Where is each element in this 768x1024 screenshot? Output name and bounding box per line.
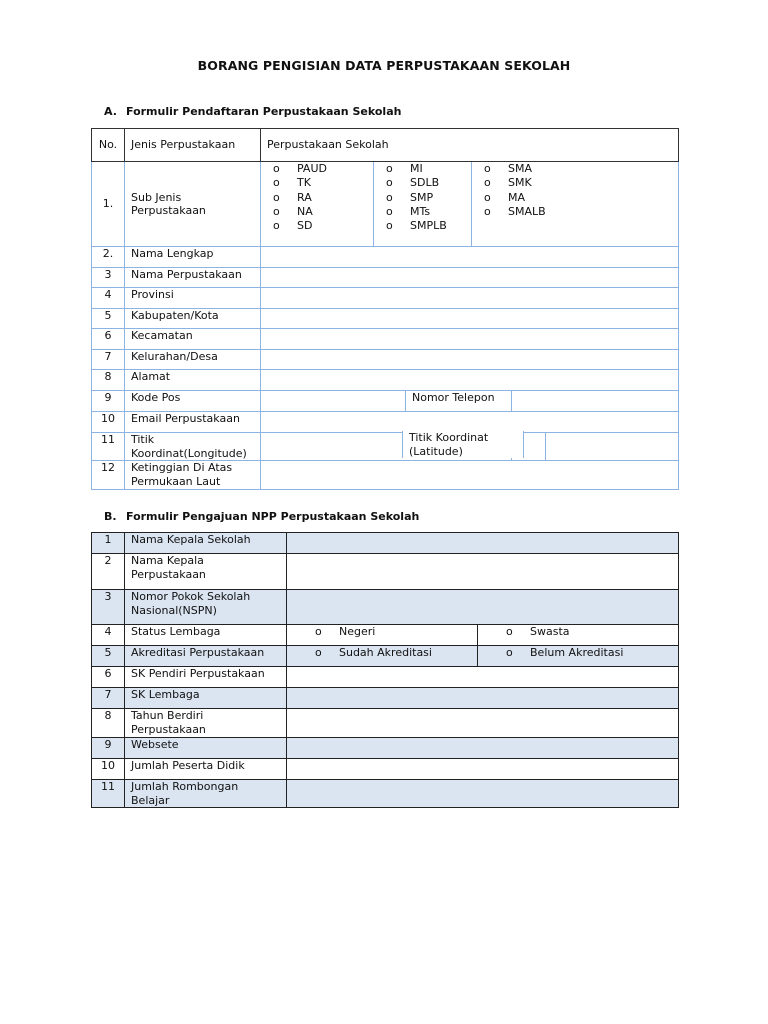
table-row-longitude bbox=[92, 433, 679, 461]
row-number: 2 bbox=[92, 554, 125, 590]
section-b-title bbox=[104, 510, 419, 523]
bullet-icon: o bbox=[484, 204, 491, 218]
row-number: 8 bbox=[92, 370, 125, 391]
row-number: 2. bbox=[92, 247, 125, 268]
option-mi[interactable]: o MI bbox=[386, 162, 423, 175]
kode-pos-input[interactable] bbox=[261, 391, 406, 412]
section-a-heading: Formulir Pendaftaran Perpustakaan Sekolah bbox=[126, 105, 402, 118]
row-label: Nomor Pokok Sekolah Nasional(NSPN) bbox=[125, 590, 287, 625]
table-row-rombongan-belajar bbox=[92, 780, 679, 808]
table-row-ketinggian bbox=[92, 461, 679, 490]
row-number: 5 bbox=[92, 309, 125, 329]
alamat-input[interactable] bbox=[261, 370, 679, 391]
row-label: Sub Jenis Perpustakaan bbox=[125, 162, 261, 247]
row-number: 8 bbox=[92, 709, 125, 738]
ketinggian-input[interactable] bbox=[261, 461, 679, 490]
row-label: Nama Kepala Sekolah bbox=[125, 533, 287, 554]
bullet-icon: o bbox=[386, 219, 393, 233]
option-sudah-akreditasi[interactable]: o Sudah Akreditasi bbox=[287, 646, 478, 667]
kabupaten-input[interactable] bbox=[261, 309, 679, 329]
row-number: 12 bbox=[92, 461, 125, 490]
options-column-1 bbox=[261, 162, 374, 246]
npp-form-table bbox=[91, 532, 679, 808]
kepala-perpustakaan-input[interactable] bbox=[287, 554, 679, 590]
row-label: Websete bbox=[125, 738, 287, 759]
bullet-icon: o bbox=[315, 625, 322, 638]
row-label: Status Lembaga bbox=[125, 625, 287, 646]
options-column-3 bbox=[472, 162, 660, 246]
option-smalb[interactable]: o SMALB bbox=[484, 204, 546, 218]
table-row-provinsi bbox=[92, 288, 679, 309]
row-number: 3 bbox=[92, 590, 125, 625]
provinsi-input[interactable] bbox=[261, 288, 679, 309]
bullet-icon: o bbox=[273, 204, 280, 218]
table-row-nama-perpustakaan bbox=[92, 268, 679, 288]
table-row-peserta-didik bbox=[92, 759, 679, 780]
row-number: 1. bbox=[92, 162, 125, 247]
nama-perpustakaan-input[interactable] bbox=[261, 268, 679, 288]
bullet-icon: o bbox=[484, 162, 491, 175]
option-smp[interactable]: o SMP bbox=[386, 190, 434, 204]
bullet-icon: o bbox=[273, 219, 280, 233]
option-na[interactable]: o NA bbox=[273, 204, 313, 218]
row-number: 11 bbox=[92, 433, 125, 461]
sk-lembaga-input[interactable] bbox=[287, 688, 679, 709]
registration-form-table bbox=[91, 128, 679, 490]
section-a-title bbox=[104, 105, 401, 118]
table-row-kelurahan bbox=[92, 350, 679, 370]
table-row-website bbox=[92, 738, 679, 759]
row-number: 7 bbox=[92, 350, 125, 370]
kecamatan-input[interactable] bbox=[261, 329, 679, 350]
row-number: 6 bbox=[92, 667, 125, 688]
row-label: Kelurahan/Desa bbox=[125, 350, 261, 370]
option-paud[interactable]: o PAUD bbox=[273, 162, 327, 175]
nama-lengkap-input[interactable] bbox=[261, 247, 679, 268]
nspn-input[interactable] bbox=[287, 590, 679, 625]
option-ma[interactable]: o MA bbox=[484, 190, 526, 204]
option-sma[interactable]: o SMA bbox=[484, 162, 532, 175]
table-row-nama-lengkap bbox=[92, 247, 679, 268]
header-no: No. bbox=[92, 129, 125, 162]
peserta-didik-input[interactable] bbox=[287, 759, 679, 780]
sub-jenis-options bbox=[261, 162, 679, 247]
options-column-2 bbox=[374, 162, 472, 246]
row-number: 9 bbox=[92, 738, 125, 759]
table-row-nspn bbox=[92, 590, 679, 625]
bullet-icon: o bbox=[386, 204, 393, 218]
row-number: 4 bbox=[92, 625, 125, 646]
table-row-kabupaten bbox=[92, 309, 679, 329]
table-header-row bbox=[92, 129, 679, 162]
row-label: Ketinggian Di Atas Permukaan Laut bbox=[125, 461, 261, 490]
bullet-icon: o bbox=[484, 176, 491, 190]
kepala-sekolah-input[interactable] bbox=[287, 533, 679, 554]
row-label: Jumlah Rombongan Belajar bbox=[125, 780, 287, 808]
bullet-icon: o bbox=[315, 646, 322, 659]
table-row-email bbox=[92, 412, 679, 433]
bullet-icon: o bbox=[506, 646, 513, 659]
sk-pendiri-input[interactable] bbox=[287, 667, 679, 688]
option-smplb[interactable]: o SMPLB bbox=[386, 219, 447, 233]
row-number: 6 bbox=[92, 329, 125, 350]
option-tk[interactable]: o TK bbox=[273, 176, 311, 190]
row-label: Nama Perpustakaan bbox=[125, 268, 261, 288]
bullet-icon: o bbox=[386, 162, 393, 175]
section-a-letter: A. bbox=[104, 105, 117, 118]
option-belum-akreditasi[interactable]: o Belum Akreditasi bbox=[478, 646, 679, 667]
bullet-icon: o bbox=[273, 176, 280, 190]
page-title: BORANG PENGISIAN DATA PERPUSTAKAAN SEKOLAH bbox=[197, 58, 571, 73]
option-swasta[interactable]: o Swasta bbox=[478, 625, 679, 646]
bullet-icon: o bbox=[484, 190, 491, 204]
row-number: 5 bbox=[92, 646, 125, 667]
row-number: 7 bbox=[92, 688, 125, 709]
bullet-icon: o bbox=[506, 625, 513, 638]
header-jenis-label: Jenis Perpustakaan bbox=[125, 129, 261, 162]
table-row-kode-pos bbox=[92, 391, 679, 412]
option-sd[interactable]: o SD bbox=[273, 219, 313, 233]
table-row-kepala-perpustakaan bbox=[92, 554, 679, 590]
row-label: Provinsi bbox=[125, 288, 261, 309]
latitude-label: Titik Koordinat (Latitude) bbox=[402, 431, 524, 458]
table-row-sk-pendiri bbox=[92, 667, 679, 688]
table-row-sub-jenis bbox=[92, 162, 679, 247]
table-row-kepala-sekolah bbox=[92, 533, 679, 554]
row-label: Alamat bbox=[125, 370, 261, 391]
row-label: Akreditasi Perpustakaan bbox=[125, 646, 287, 667]
table-row-status-lembaga bbox=[92, 625, 679, 646]
row-label: Email Perpustakaan bbox=[125, 412, 261, 433]
table-row-sk-lembaga bbox=[92, 688, 679, 709]
row-label: Jumlah Peserta Didik bbox=[125, 759, 287, 780]
row-label: Kecamatan bbox=[125, 329, 261, 350]
bullet-icon: o bbox=[273, 162, 280, 175]
latitude-input[interactable] bbox=[546, 433, 679, 461]
row-number: 1 bbox=[92, 533, 125, 554]
row-label: Nama Lengkap bbox=[125, 247, 261, 268]
kelurahan-input[interactable] bbox=[261, 350, 679, 370]
row-number: 4 bbox=[92, 288, 125, 309]
nomor-telepon-label: Nomor Telepon bbox=[406, 391, 512, 412]
nomor-telepon-input[interactable] bbox=[512, 391, 679, 412]
row-number: 9 bbox=[92, 391, 125, 412]
row-label: SK Pendiri Perpustakaan bbox=[125, 667, 287, 688]
website-input[interactable] bbox=[287, 738, 679, 759]
section-b-heading: Formulir Pengajuan NPP Perpustakaan Sekolah bbox=[126, 510, 420, 523]
row-label: Kabupaten/Kota bbox=[125, 309, 261, 329]
bullet-icon: o bbox=[386, 190, 393, 204]
tahun-berdiri-input[interactable] bbox=[287, 709, 679, 738]
rombongan-belajar-input[interactable] bbox=[287, 780, 679, 808]
header-jenis-value: Perpustakaan Sekolah bbox=[261, 129, 679, 162]
table-row-kecamatan bbox=[92, 329, 679, 350]
option-ra[interactable]: o RA bbox=[273, 190, 312, 204]
row-number: 10 bbox=[92, 412, 125, 433]
section-b-letter: B. bbox=[104, 510, 117, 523]
option-sdlb[interactable]: o SDLB bbox=[386, 176, 440, 190]
row-label: SK Lembaga bbox=[125, 688, 287, 709]
table-row-tahun-berdiri bbox=[92, 709, 679, 738]
bullet-icon: o bbox=[386, 176, 393, 190]
bullet-icon: o bbox=[273, 190, 280, 204]
email-input[interactable] bbox=[261, 412, 679, 433]
option-mts[interactable]: o MTs bbox=[386, 204, 431, 218]
row-number: 10 bbox=[92, 759, 125, 780]
row-label: Nama Kepala Perpustakaan bbox=[125, 554, 287, 590]
table-row-akreditasi bbox=[92, 646, 679, 667]
row-label: Tahun Berdiri Perpustakaan bbox=[125, 709, 287, 738]
row-label: Titik Koordinat(Longitude) bbox=[125, 433, 261, 461]
row-number: 3 bbox=[92, 268, 125, 288]
option-smk[interactable]: o SMK bbox=[484, 176, 532, 190]
row-label: Kode Pos bbox=[125, 391, 261, 412]
row-number: 11 bbox=[92, 780, 125, 808]
option-negeri[interactable]: o Negeri bbox=[287, 625, 478, 646]
table-row-alamat bbox=[92, 370, 679, 391]
